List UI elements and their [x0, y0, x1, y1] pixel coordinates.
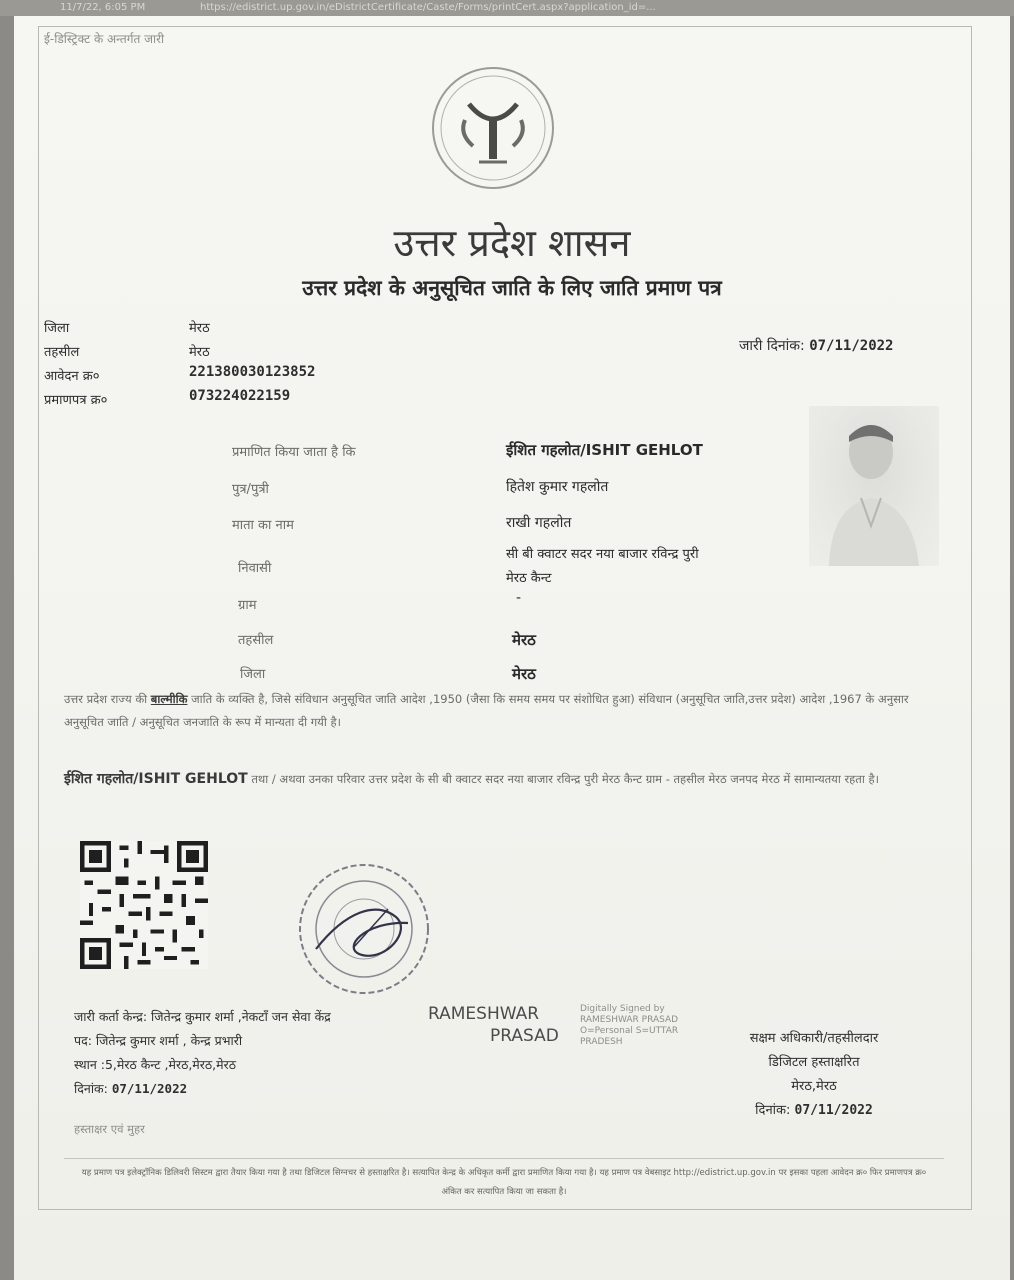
issuer-date [74, 1080, 187, 1097]
field-label-resident: निवासी [238, 561, 272, 576]
field-value-address-line1: सी बी क्वाटर सदर नया बाजार रविन्द्र पुरी [506, 547, 699, 562]
certificate-page [14, 16, 1010, 1280]
field-label-certified: प्रमाणित किया जाता है कि [232, 445, 356, 460]
footer-divider [64, 1158, 944, 1159]
field-label-parent: पुत्र/पुत्री [232, 482, 269, 497]
digital-signer-name1: RAMESHWAR [428, 1004, 540, 1024]
field-value-father: हितेश कुमार गहलोत [506, 479, 609, 495]
digital-signature-note: Digitally Signed by RAMESHWAR PRASAD O=Personal S=UTTAR PRADESH [580, 1004, 679, 1047]
field-value-mother: राखी गहलोत [506, 515, 572, 531]
caste-name: बाल्मीकि [150, 692, 188, 706]
up-emblem-icon [429, 64, 557, 192]
issue-date [739, 336, 894, 355]
issue-date-value: 07/11/2022 [809, 338, 894, 354]
issue-date-label: जारी दिनांक: [739, 338, 805, 354]
para1-text-b: जाति के व्यक्ति है, जिसे संविधान अनुसूचित जाति आदेश ,1950 (जैसा कि समय समय पर संशोधित हुआ) संविधान (अनुसूचित जाति,उत्तर प्रदेश) आदेश ,1967 के अनुसार अनुसूचित जाति / अनुसूचित जनजाति के रूप में मान्यता दी गयी है। [64, 692, 909, 729]
field-label-tehsil: तहसील [238, 633, 274, 648]
applicant-photo [809, 406, 939, 566]
meta-value-district: मेरठ [189, 321, 210, 336]
meta-label-tehsil: तहसील [44, 345, 80, 360]
officer-date-value: 07/11/2022 [794, 1103, 873, 1118]
meta-value-application-no: 221380030123852 [189, 364, 316, 380]
para1-text-a: उत्तर प्रदेश राज्य की [64, 692, 148, 706]
sign-seal-label: हस्ताक्षर एवं मुहर [74, 1122, 145, 1136]
top-note: ई-डिस्ट्रिक्ट के अन्तर्गत जारी [44, 32, 165, 46]
issuer-place: स्थान :5,मेरठ कैन्ट ,मेरठ,मेरठ,मेरठ [74, 1057, 236, 1072]
para2-text: तथा / अथवा उनका परिवार उत्तर प्रदेश के सी बी क्वाटर सदर नया बाजार रविन्द्र पुरी मेरठ कैन्ट ग्राम - तहसील मेरठ जनपद मेरठ में सामान्यतया रहता है। [251, 772, 879, 786]
officer-date [704, 1100, 924, 1118]
officer-title: सक्षम अधिकारी/तहसीलदार [749, 1031, 879, 1046]
browser-header [0, 0, 1014, 16]
residence-paragraph [64, 768, 924, 791]
footer-note: यह प्रमाण पत्र इलेक्ट्रॉनिक डिलिवरी सिस्टम द्वारा तैयार किया गया है तथा डिजिटल सिग्नचर से हस्ताक्षरित है। सत्यापित केन्द्र के अधिकृत कर्मी द्वारा प्रमाणित किया गया है। यह प्रमाण पत्र वेबसाइट http://edistrict.up.gov.in पर इसका पहला आवेदन क्र० फिर प्रमाणपत्र क्र० अंकित कर सत्यापित किया जा सकता है। [81, 1168, 927, 1197]
issuer-post: पद: जितेन्द्र कुमार शर्मा , केन्द्र प्रभारी [74, 1033, 243, 1048]
person-photo-icon [809, 406, 939, 566]
digital-signer-name2: PRASAD [490, 1026, 559, 1046]
field-value-name: ईशित गहलोत/ISHIT GEHLOT [506, 441, 703, 459]
print-url: https://edistrict.up.gov.in/eDistrictCertificate/Caste/Forms/printCert.aspx?application_id=... [200, 2, 656, 13]
meta-label-certificate-no: प्रमाणपत्र क्र० [44, 393, 108, 408]
field-label-district: जिला [240, 667, 266, 682]
issuer-center: जारी कर्ता केन्द्र: जितेन्द्र कुमार शर्मा ,नेकटाँ जन सेवा केंद्र [74, 1009, 331, 1024]
meta-value-tehsil: मेरठ [189, 345, 210, 360]
para2-name: ईशित गहलोत/ISHIT GEHLOT [64, 771, 248, 787]
certificate-title: उत्तर प्रदेश शासन [393, 221, 631, 265]
field-value-village: - [516, 590, 522, 606]
print-time: 11/7/22, 6:05 PM [60, 2, 146, 13]
field-value-address-line2: मेरठ कैन्ट [506, 571, 552, 586]
officer-date-label: दिनांक: [755, 1103, 791, 1118]
field-label-village: ग्राम [238, 598, 257, 613]
meta-value-certificate-no: 073224022159 [189, 388, 291, 404]
certificate-subtitle: उत्तर प्रदेश के अनुसूचित जाति के लिए जाति प्रमाण पत्र [302, 276, 722, 300]
issuer-date-label: दिनांक: [74, 1081, 108, 1096]
official-stamp-icon [276, 851, 452, 1001]
issuer-date-value: 07/11/2022 [111, 1081, 188, 1096]
officer-digital-sign: डिजिटल हस्ताक्षरित [768, 1055, 860, 1070]
meta-label-application-no: आवेदन क्र० [44, 369, 100, 384]
caste-declaration-paragraph [64, 688, 924, 734]
field-value-tehsil: मेरठ [512, 631, 536, 649]
field-value-district: मेरठ [512, 665, 536, 683]
qr-code-icon [80, 841, 208, 969]
meta-label-district: जिला [44, 321, 70, 336]
officer-place: मेरठ,मेरठ [791, 1079, 837, 1094]
field-label-mother: माता का नाम [232, 518, 294, 533]
